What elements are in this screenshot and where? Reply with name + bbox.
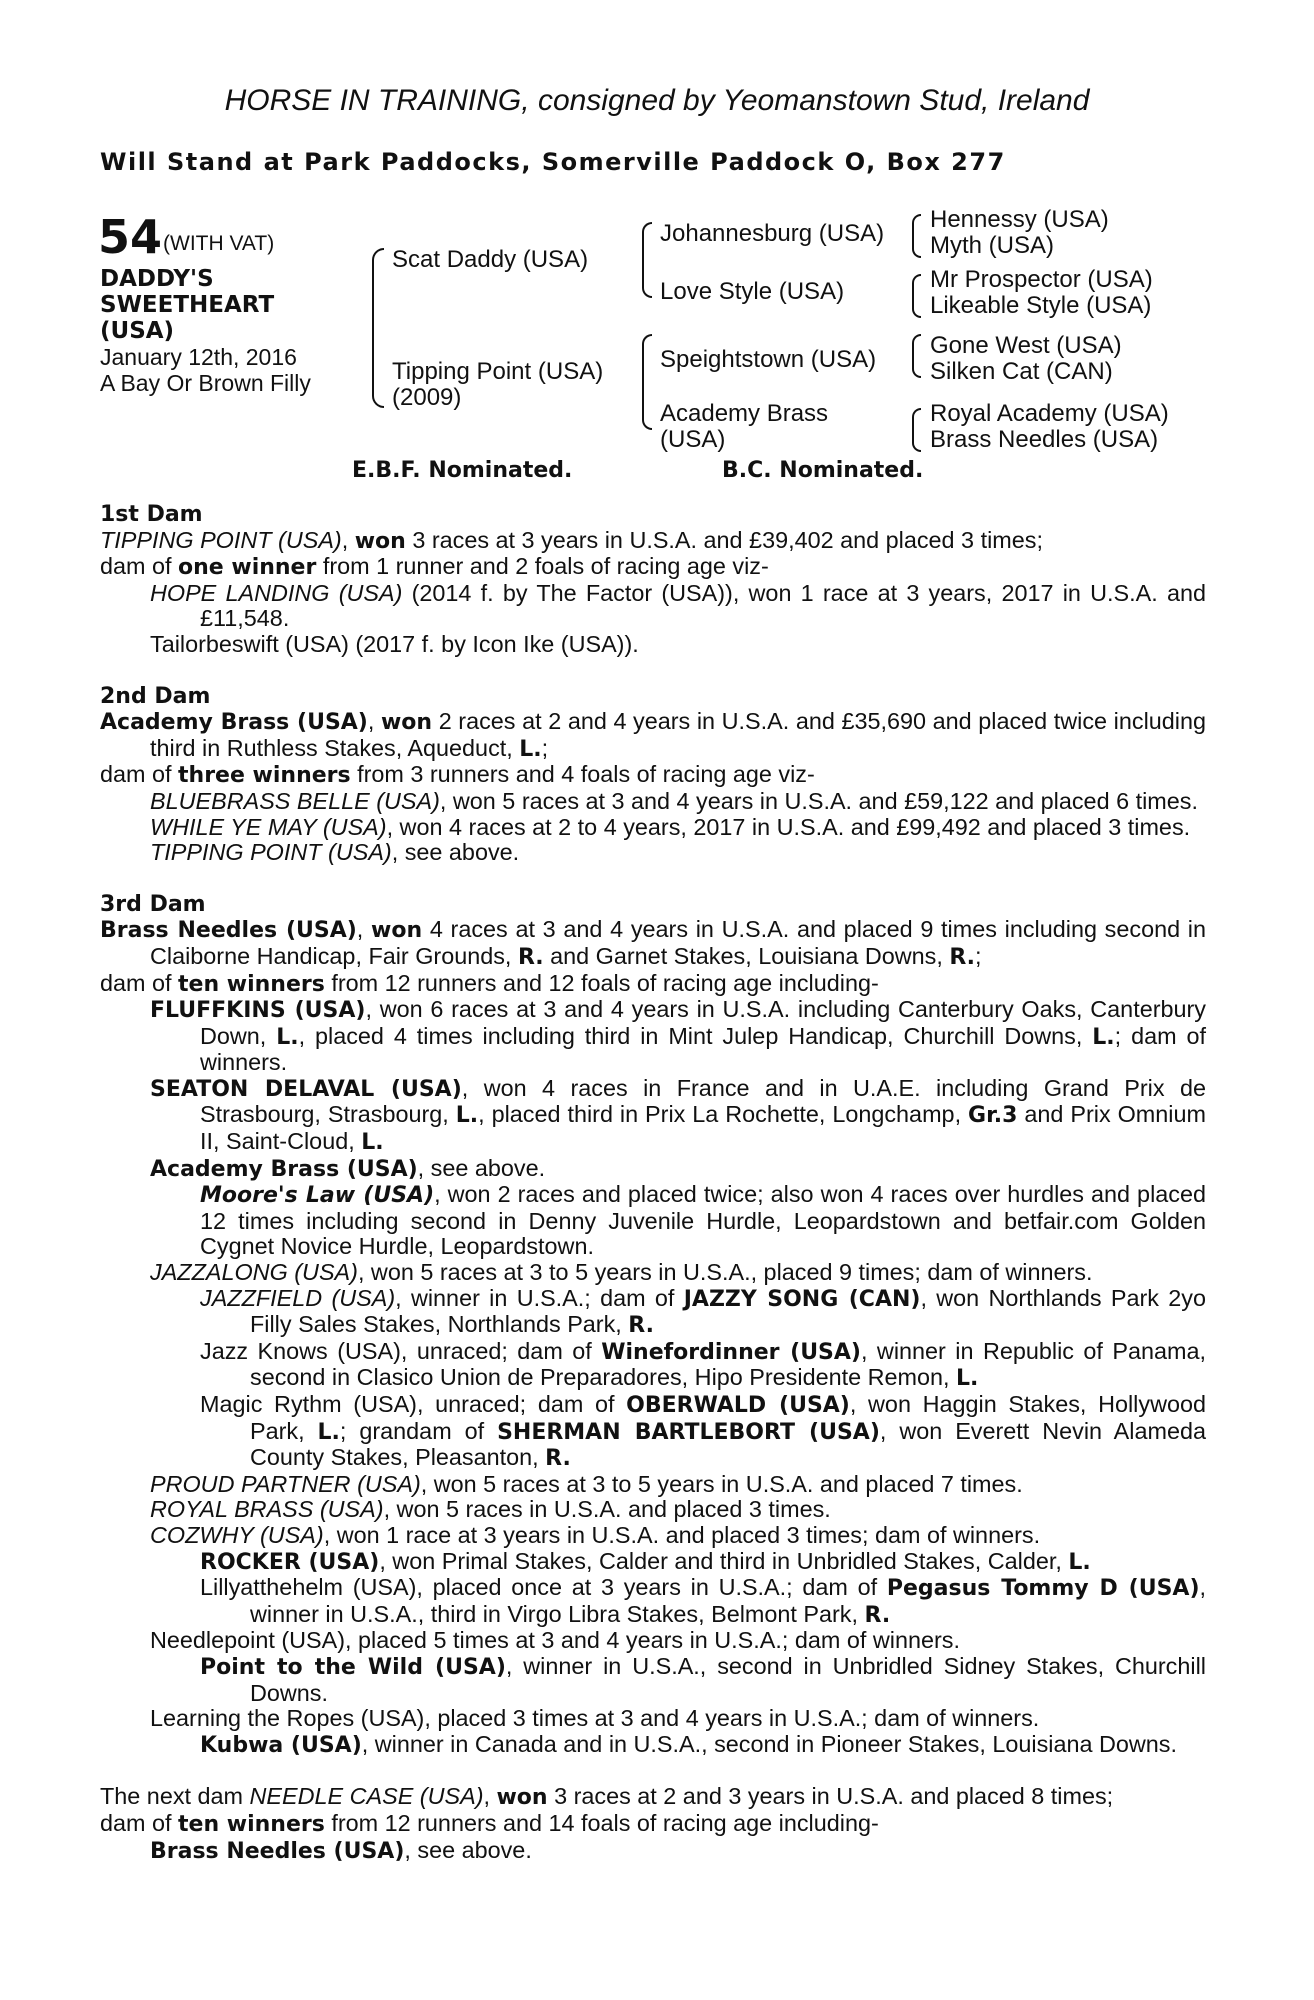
pedigree-sire-dam: Love Style (USA)	[660, 278, 845, 305]
text: , won 6 races at 3 and 4 years in U.S.A. including Canterbury Oaks, Canterbury Down,	[200, 996, 1206, 1049]
race-grade: Gr.3	[968, 1103, 1018, 1129]
produce-entry	[100, 789, 1206, 815]
race-grade: R.	[517, 944, 544, 970]
third-dam-title: 3rd Dam	[100, 891, 206, 917]
dam-name: Academy Brass (USA)	[100, 710, 368, 736]
text: , see above.	[417, 1154, 546, 1181]
produce-entry	[100, 1575, 1206, 1628]
race-grade: R.	[949, 944, 976, 970]
text: dam of	[100, 553, 179, 580]
produce-name: Winefordinner (USA)	[601, 1339, 861, 1365]
text: ; grandam of	[339, 1417, 498, 1444]
produce-entry	[100, 1339, 1206, 1392]
produce-entry	[100, 1628, 1206, 1654]
winners-count: ten winners	[178, 1811, 325, 1837]
produce-name: WHILE YE MAY (USA)	[150, 813, 387, 840]
stand-location: Will Stand at Park Paddocks, Somerville Paddock O, Box 277	[100, 148, 1006, 176]
first-dam-line2	[100, 554, 1206, 581]
produce-name: JAZZALONG (USA)	[150, 1259, 358, 1286]
text: , see above.	[391, 839, 520, 866]
race-grade: R.	[545, 1446, 571, 1472]
produce-entry	[150, 1182, 1206, 1260]
text: ,	[356, 916, 372, 943]
text: , won Northlands Park 2yo Filly Sales Stakes, Northlands Park,	[250, 1284, 1207, 1338]
text: , winner in Republic of Panama, second in Clasico Union de Preparadores, Hipo Presidente Remon,	[250, 1337, 1206, 1391]
race-grade: R.	[628, 1313, 655, 1339]
produce-entry	[100, 1838, 1206, 1865]
won-label: won	[496, 1785, 548, 1811]
pedigree-sds: Mr Prospector (USA)	[930, 266, 1153, 293]
text: ,	[367, 708, 381, 735]
text: dam of	[100, 1809, 179, 1836]
text: , winner in Canada and in U.S.A., second in Pioneer Stakes, Louisiana Downs.	[361, 1730, 1177, 1757]
produce-name: Academy Brass (USA)	[150, 1156, 418, 1182]
produce-name: BLUEBRASS BELLE (USA)	[150, 787, 440, 814]
text: , won Primal Stakes, Calder and third in Unbridled Stakes, Calder,	[379, 1547, 1069, 1574]
pedigree-brace-ds	[912, 334, 921, 378]
pedigree-brace-gen1	[372, 248, 384, 408]
produce-entry	[100, 1156, 1206, 1183]
second-dam-line2	[100, 762, 1206, 789]
produce-entry	[100, 1472, 1206, 1498]
produce-name: SEATON DELAVAL (USA)	[150, 1076, 462, 1102]
pedigree-dam-line2: (2009)	[392, 384, 462, 411]
produce-entry	[100, 632, 1206, 658]
pedigree-brace-sd	[912, 274, 921, 318]
race-grade: L.	[1092, 1024, 1115, 1050]
produce-name: PROUD PARTNER (USA)	[150, 1470, 421, 1497]
race-grade: L.	[956, 1366, 979, 1392]
pedigree-brace-ss	[912, 214, 921, 258]
winners-count: ten winners	[178, 971, 325, 997]
text: , placed third in Prix La Rochette, Longchamp,	[478, 1101, 969, 1128]
text: The next dam	[100, 1783, 250, 1810]
pedigree-sire: Scat Daddy (USA)	[392, 246, 589, 273]
dam-name: NEEDLE CASE (USA)	[249, 1783, 484, 1810]
produce-name: JAZZFIELD (USA)	[200, 1284, 396, 1311]
pedigree-brace-dd	[912, 408, 921, 452]
pedigree-ssd: Myth (USA)	[930, 232, 1055, 259]
text: from 12 runners and 14 foals of racing age including-	[324, 1809, 879, 1836]
text: , won 1 race at 3 years in U.S.A. and placed 3 times; dam of winners.	[323, 1521, 1041, 1548]
won-label: won	[354, 528, 406, 554]
text: from 12 runners and 12 foals of racing age including-	[324, 969, 879, 996]
text: , won 4 races at 2 to 4 years, 2017 in U.S.A. and £99,492 and placed 3 times.	[386, 813, 1191, 840]
won-label: won	[380, 710, 433, 736]
pedigree-sire-sire: Johannesburg (USA)	[660, 220, 885, 247]
ebf-nominated: E.B.F. Nominated.	[352, 458, 573, 483]
third-dam-line1	[100, 917, 1206, 970]
text: , won 4 races in France and in U.A.E. including Grand Prix de Strasbourg, Strasbourg,	[200, 1074, 1206, 1128]
text: dam of	[100, 969, 179, 996]
text: , see above.	[404, 1836, 532, 1863]
text: , won 2 races and placed twice; also won 4 races over hurdles and placed 12 times including second in Denny Juvenile Hurdle, Leopardstown and betfair.com Golden Cygnet Novice Hurdle, Leopardstown.	[200, 1181, 1206, 1260]
race-grade: R.	[864, 1602, 891, 1628]
text: from 3 runners and 4 foals of racing age viz-	[350, 761, 815, 788]
dam-name: TIPPING POINT (USA)	[100, 526, 342, 553]
pedigree-sdd: Likeable Style (USA)	[930, 292, 1152, 319]
produce-entry	[100, 1732, 1206, 1759]
pedigree-dds: Royal Academy (USA)	[930, 400, 1169, 427]
lot-vat: (WITH VAT)	[163, 232, 275, 255]
text: ;	[541, 734, 549, 761]
won-label: won	[371, 918, 423, 944]
horse-description: A Bay Or Brown Filly	[100, 370, 311, 396]
text: Learning the Ropes (USA), placed 3 times at 3 and 4 years in U.S.A.; dam of winners.	[150, 1705, 1040, 1732]
produce-entry	[100, 997, 1206, 1076]
pedigree-sss: Hennessy (USA)	[930, 206, 1109, 233]
text: dam of	[100, 761, 179, 788]
produce-entry	[100, 581, 1206, 632]
produce-name: Brass Needles (USA)	[150, 1838, 405, 1864]
race-grade: L.	[519, 736, 542, 762]
produce-name: ROCKER (USA)	[200, 1549, 380, 1575]
lot-number: 54	[98, 210, 163, 264]
race-grade: L.	[1068, 1549, 1091, 1575]
produce-entry	[100, 840, 1206, 866]
produce-record	[100, 502, 1206, 1864]
text: , winner in U.S.A., third in Virgo Libra Stakes, Belmont Park,	[250, 1574, 1207, 1627]
produce-name: Pegasus Tommy D (USA)	[886, 1576, 1200, 1602]
pedigree-ddd: Brass Needles (USA)	[930, 426, 1159, 453]
text: ,	[483, 1783, 497, 1810]
pedigree-dsd: Silken Cat (CAN)	[930, 358, 1113, 385]
first-dam-title: 1st Dam	[100, 502, 203, 527]
produce-entry	[100, 1654, 1206, 1706]
second-dam-line1	[100, 709, 1206, 762]
catalogue-header: HORSE IN TRAINING, consigned by Yeomanstown Stud, Ireland	[224, 84, 1090, 117]
horse-name-line2: SWEETHEART	[100, 292, 275, 318]
produce-entry	[100, 1523, 1206, 1549]
pedigree-dam-sire: Speightstown (USA)	[660, 346, 877, 373]
produce-name: OBERWALD (USA)	[626, 1393, 850, 1418]
next-dam-line2	[100, 1811, 1206, 1838]
produce-entry	[100, 1260, 1206, 1286]
text: , won Haggin Stakes, Hollywood Park,	[250, 1391, 1206, 1444]
pedigree-brace-dam	[642, 334, 652, 430]
produce-entry	[100, 1497, 1206, 1523]
next-dam-line1	[100, 1784, 1206, 1811]
text: Lillyatthehelm (USA), placed once at 3 years in U.S.A.; dam of	[200, 1574, 887, 1601]
produce-entry	[100, 1076, 1206, 1156]
produce-name: HOPE LANDING (USA)	[150, 579, 403, 606]
text: from 1 runner and 2 foals of racing age viz-	[316, 553, 769, 580]
third-dam-line2	[100, 971, 1206, 998]
produce-name: COZWHY (USA)	[150, 1521, 324, 1548]
horse-name-line3: (USA)	[100, 318, 175, 344]
winners-count: one winner	[178, 555, 317, 581]
text: and Prix Omnium II, Saint-Cloud,	[200, 1101, 1206, 1155]
produce-name: ROYAL BRASS (USA)	[150, 1496, 384, 1523]
text: , won Everett Nevin Alameda County Stakes, Pleasanton,	[250, 1417, 1206, 1471]
second-dam-title: 2nd Dam	[100, 683, 211, 709]
race-grade: L.	[317, 1419, 340, 1445]
text: 4 races at 3 and 4 years in U.S.A. and placed 9 times including second in Claiborne Handicap, Fair Grounds,	[150, 916, 1207, 969]
text: , won 5 races at 3 and 4 years in U.S.A. and £59,122 and placed 6 times.	[439, 787, 1198, 814]
text: ; dam of winners.	[200, 1022, 1206, 1076]
text: and Garnet Stakes, Louisiana Downs,	[543, 942, 950, 969]
pedigree-dam-line1: Tipping Point (USA)	[392, 358, 604, 385]
pedigree-dam-dam-line2: (USA)	[660, 426, 726, 453]
text: Jazz Knows (USA), unraced; dam of	[200, 1337, 602, 1364]
produce-entry	[100, 1286, 1206, 1339]
produce-name: SHERMAN BARTLEBORT (USA)	[497, 1419, 880, 1445]
produce-name: Point to the Wild (USA)	[200, 1654, 506, 1680]
text: 3 races at 2 and 3 years in U.S.A. and placed 8 times;	[547, 1783, 1114, 1810]
produce-name: FLUFFKINS (USA)	[150, 998, 366, 1024]
produce-name: Kubwa (USA)	[200, 1732, 362, 1758]
first-dam-line1	[100, 528, 1206, 555]
bc-nominated: B.C. Nominated.	[722, 458, 924, 483]
race-grade: L.	[455, 1103, 479, 1129]
dam-name: Brass Needles (USA)	[100, 918, 357, 944]
text: ;	[975, 942, 982, 969]
produce-entry	[100, 815, 1206, 841]
produce-name: Moore's Law (USA)	[200, 1183, 435, 1209]
horse-dob: January 12th, 2016	[100, 344, 297, 370]
text: , won 5 races at 3 to 5 years in U.S.A. and placed 7 times.	[420, 1470, 1023, 1497]
produce-entry	[100, 1706, 1206, 1732]
horse-name-line1: DADDY'S	[100, 266, 214, 292]
pedigree-dam-dam-line1: Academy Brass	[660, 400, 829, 427]
produce-entry	[100, 1549, 1206, 1576]
text: 2 races at 2 and 4 years in U.S.A. and £35,690 and placed twice including third in Ruthless Stakes, Aqueduct,	[150, 708, 1206, 761]
text: , winner in U.S.A., second in Unbridled Sidney Stakes, Churchill Downs.	[250, 1652, 1206, 1706]
race-grade: L.	[361, 1130, 384, 1156]
text: (2014 f. by The Factor (USA)), won 1 race at 3 years, 2017 in U.S.A. and £11,548.	[200, 579, 1206, 632]
text: , won 5 races at 3 to 5 years in U.S.A., placed 9 times; dam of winners.	[357, 1259, 1093, 1286]
text: , winner in U.S.A.; dam of	[395, 1284, 684, 1311]
pedigree-dss: Gone West (USA)	[930, 332, 1122, 359]
text: Magic Rythm (USA), unraced; dam of	[200, 1391, 627, 1417]
text: Needlepoint (USA), placed 5 times at 3 and 4 years in U.S.A.; dam of winners.	[150, 1627, 960, 1654]
produce-entry	[100, 1392, 1206, 1472]
winners-count: three winners	[178, 763, 351, 789]
produce-name: TIPPING POINT (USA)	[150, 839, 392, 866]
text: 3 races at 3 years in U.S.A. and £39,402 and placed 3 times;	[405, 526, 1043, 553]
race-grade: L.	[276, 1024, 299, 1050]
text: Tailorbeswift (USA) (2017 f. by Icon Ike (USA)).	[150, 630, 639, 657]
text: , placed 4 times including third in Mint Julep Handicap, Churchill Downs,	[298, 1022, 1093, 1049]
pedigree-brace-sire	[642, 222, 652, 298]
produce-name: JAZZY SONG (CAN)	[683, 1286, 921, 1312]
text: , won 5 races in U.S.A. and placed 3 times.	[383, 1496, 831, 1523]
text: ,	[341, 526, 355, 553]
